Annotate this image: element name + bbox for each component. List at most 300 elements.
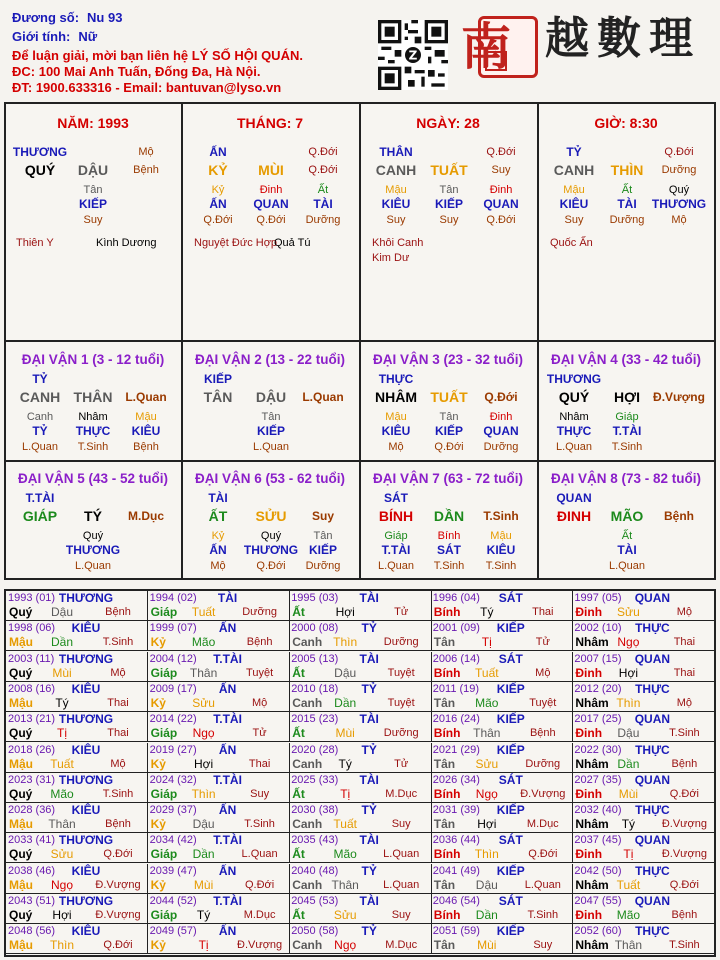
dai-van-cell: Nhâm: [78, 411, 108, 423]
dai-van-cell: Bính: [437, 530, 461, 542]
year-label: 2030 (38): [291, 804, 339, 817]
year-label: 2008 (16): [8, 682, 56, 695]
year-star: T.TÀI: [213, 772, 242, 787]
year-label: 2046 (54): [432, 895, 480, 907]
year-stem: Kỷ: [150, 695, 166, 710]
year-cell: [148, 652, 290, 682]
year-stem: Ất: [292, 908, 305, 922]
year-branch: Thìn: [49, 938, 75, 953]
year-stem: Tân: [433, 817, 456, 832]
year-star: TỶ: [361, 621, 377, 636]
year-stem: Quý: [9, 726, 33, 741]
year-label: 2007 (15): [574, 652, 622, 665]
dai-van-cell: Suy: [311, 509, 335, 523]
year-cell: [148, 591, 290, 621]
seal-character: 南: [461, 17, 511, 76]
dai-van-cell: ẤN: [209, 543, 227, 557]
dai-van-cell: Mộ: [388, 441, 404, 453]
year-branch: Mão: [50, 786, 74, 801]
year-label: 1993 (01): [8, 592, 56, 604]
year-label: 2043 (51): [8, 895, 56, 907]
year-stem: Canh: [292, 695, 323, 710]
year-phase: L.Quan: [383, 878, 420, 891]
year-cell: [6, 803, 148, 833]
pillar-cell: KIẾP: [434, 197, 464, 211]
year-cell: [431, 803, 573, 833]
year-branch: Ngọ: [50, 877, 74, 892]
year-cell: [6, 773, 148, 803]
dai-van-cell: BÍNH: [378, 508, 414, 524]
pillar-cell: Dưỡng: [305, 214, 341, 226]
pillar-title: THÁNG: 7: [236, 115, 304, 131]
year-stem: Kỷ: [150, 635, 166, 650]
year-stem: Quý: [9, 665, 33, 680]
dai-van-cell: L.Quan: [608, 560, 646, 572]
year-phase: T.Sinh: [669, 939, 700, 952]
dai-van-cell: TÝ: [84, 508, 102, 524]
dai-van-cell: Mậu: [385, 411, 407, 423]
year-label: 2029 (37): [149, 804, 197, 817]
year-stem: Kỷ: [150, 877, 166, 892]
year-stem: Ất: [292, 665, 305, 680]
year-stem: Bính: [433, 665, 461, 680]
year-phase: Thai: [107, 696, 129, 709]
dai-van-cell: Đ.Vượng: [653, 390, 705, 404]
pillar-cell: TỶ: [566, 145, 582, 159]
year-cell: [289, 682, 431, 712]
year-cell: [572, 894, 714, 924]
year-stem: Canh: [292, 938, 323, 953]
year-phase: Đ.Vượng: [661, 848, 707, 861]
year-stem: Giáp: [150, 908, 178, 922]
year-label: 2017 (25): [574, 713, 622, 726]
year-branch: Tý: [480, 605, 494, 619]
year-cell: [148, 833, 290, 863]
year-branch: Mão: [475, 695, 499, 710]
year-branch: Mão: [191, 635, 216, 650]
year-star: QUAN: [634, 833, 671, 848]
pillar-cell: QUÝ: [24, 162, 56, 178]
year-star: QUAN: [634, 712, 671, 727]
year-label: 2002 (10): [574, 622, 622, 635]
year-star: ẤN: [218, 621, 237, 636]
dai-van-cell: NHÂM: [375, 389, 417, 405]
dai-van-cell: L.Quan: [74, 560, 112, 572]
dai-van-cell: CANH: [19, 389, 61, 405]
year-star: THƯƠNG: [58, 712, 114, 727]
year-star: TÀI: [217, 591, 238, 605]
year-star: TỶ: [361, 681, 377, 696]
year-stem: Ất: [292, 847, 305, 862]
year-phase: Q.Đới: [669, 878, 699, 891]
year-branch: Dậu: [50, 605, 74, 619]
year-label: 2026 (34): [432, 773, 480, 786]
year-cell: [431, 712, 573, 742]
pillar-cell: Suy: [386, 214, 406, 226]
year-label: 2004 (12): [149, 652, 197, 665]
subject-line: [12, 10, 122, 26]
dai-van-cell: SÁT: [437, 543, 461, 557]
year-phase: Mộ: [676, 606, 693, 618]
year-branch: Tị: [340, 786, 351, 801]
year-branch: Dần: [475, 908, 498, 922]
year-cell: [6, 894, 148, 924]
dai-van-cell: L.Quan: [555, 441, 593, 453]
pillar-cell: THƯƠNG: [651, 197, 707, 211]
year-stem: Kỷ: [150, 938, 166, 953]
year-cell: [289, 743, 431, 773]
year-stem: Giáp: [150, 786, 178, 801]
year-stem: Canh: [292, 817, 323, 832]
year-label: 2019 (27): [149, 743, 197, 756]
year-phase: Mộ: [110, 757, 126, 770]
dai-van-cell: QUÝ: [558, 389, 590, 405]
year-star: KIẾP: [496, 924, 525, 939]
year-cell: [572, 864, 714, 894]
dai-van-cell: KIÊU: [381, 424, 411, 438]
year-label: 2032 (40): [574, 804, 622, 817]
year-cell: [431, 924, 573, 954]
year-branch: Tý: [196, 908, 211, 922]
year-phase: Dưỡng: [242, 606, 277, 618]
pillar-cell: Đinh: [259, 184, 283, 196]
year-branch: Tuất: [616, 877, 641, 892]
year-label: 2039 (47): [149, 864, 197, 877]
year-label: 2016 (24): [432, 713, 480, 726]
dai-van-cell: T.Sinh: [485, 560, 517, 572]
year-phase: Mộ: [676, 696, 693, 709]
year-phase: M.Dục: [385, 939, 418, 952]
year-stem: Đinh: [575, 726, 603, 741]
year-phase: M.Dục: [385, 787, 418, 800]
dai-van-cell: Q.Đới: [434, 441, 464, 453]
dai-van-cell: Tân: [439, 411, 459, 423]
pillar-cell: TUẤT: [430, 162, 468, 178]
year-phase: Thai: [107, 727, 129, 740]
dai-van-cell: Mộ: [210, 560, 226, 572]
year-stem: Giáp: [150, 665, 178, 680]
dai-van-cell: KIẾP: [256, 424, 286, 438]
year-phase: Tử: [394, 757, 409, 770]
year-cell: [431, 652, 573, 682]
year-branch: Thìn: [474, 847, 499, 862]
year-star: ẤN: [218, 924, 237, 939]
dai-van-cell: Giáp: [615, 411, 639, 423]
year-branch: Dần: [192, 847, 215, 862]
header: [0, 0, 720, 100]
year-stem: Ất: [292, 726, 305, 741]
pillar-cell: Bệnh: [133, 164, 159, 176]
year-branch: Thân: [189, 665, 218, 680]
year-label: 2037 (45): [574, 834, 622, 847]
dai-van-cell: Quý: [260, 530, 282, 542]
pillar-cell: QUAN: [253, 197, 289, 211]
pillar-star: Kình Dương: [96, 237, 157, 249]
year-cell: [148, 743, 290, 773]
year-label: 2041 (49): [432, 864, 480, 877]
pillar-cell: THƯƠNG: [12, 145, 68, 159]
year-star: SÁT: [498, 772, 523, 787]
year-stem: Mậu: [9, 635, 33, 650]
dai-van-cell: KIÊU: [131, 424, 161, 438]
dai-van-cell: Ất: [621, 530, 633, 542]
year-phase: Thai: [673, 636, 696, 649]
pillar-cell: Suy: [439, 214, 459, 226]
year-cell: [148, 712, 290, 742]
year-label: 2040 (48): [291, 864, 339, 877]
year-star: KIẾP: [496, 712, 525, 727]
subject-label: Đương số:: [12, 10, 80, 25]
dai-van-cell: M.Dục: [128, 509, 164, 523]
year-branch: Ngọ: [475, 786, 498, 801]
year-label: 2027 (35): [574, 773, 622, 786]
year-star: KIẾP: [496, 742, 525, 757]
pillar-cell: TÀI: [617, 197, 637, 211]
year-phase: Tuyệt: [387, 696, 415, 709]
dai-van-cell: GIÁP: [22, 508, 58, 524]
year-label: 2021 (29): [432, 743, 480, 756]
year-stem: Canh: [292, 635, 323, 650]
year-stem: Đinh: [575, 665, 603, 680]
year-label: 2001 (09): [432, 622, 480, 635]
year-label: 2024 (32): [149, 773, 197, 786]
year-stem: Giáp: [150, 847, 178, 862]
gender-value: Nữ: [78, 29, 98, 44]
year-cell: [148, 864, 290, 894]
year-cell: [289, 864, 431, 894]
year-label: 1999 (07): [149, 622, 197, 635]
pillar-cell: KIÊU: [559, 197, 589, 211]
year-star: SÁT: [498, 591, 523, 605]
year-label: 2049 (57): [149, 925, 197, 938]
year-star: KIÊU: [71, 863, 101, 878]
dai-van-cell: Q.Đới: [484, 390, 518, 404]
dai-van-cell: T.Sinh: [77, 441, 109, 453]
dai-van-cell: TÀI: [617, 543, 637, 557]
dai-van-cell: TỶ: [32, 424, 48, 438]
year-star: T.TÀI: [213, 712, 242, 727]
year-stem: Mậu: [9, 938, 33, 953]
year-stem: Đinh: [575, 908, 603, 922]
year-stem: Đinh: [575, 847, 603, 862]
year-label: 1996 (04): [432, 592, 480, 604]
year-label: 2044 (52): [149, 895, 197, 907]
dai-van-cell: Tân: [261, 411, 281, 423]
year-branch: Tuất: [191, 605, 216, 619]
year-star: TỶ: [361, 803, 377, 818]
year-branch: Hợi: [335, 605, 355, 619]
brand-logo: 越數理: [545, 13, 701, 64]
year-stem: Ất: [292, 605, 305, 619]
dai-van-cell: T.Sinh: [483, 509, 519, 523]
dai-van-cell: SÁT: [384, 491, 408, 505]
pillar-cell: Mộ: [671, 214, 687, 226]
dai-van-cell: T.Sinh: [611, 441, 643, 453]
year-stem: Tân: [433, 877, 456, 892]
year-cell: [289, 773, 431, 803]
year-stem: Bính: [433, 605, 461, 619]
year-stem: Mậu: [9, 756, 33, 771]
year-star: ẤN: [218, 742, 237, 757]
year-branch: Tý: [55, 695, 69, 710]
pillar-star: Khôi Canh: [372, 237, 424, 249]
pillar-cell: Q.Đới: [486, 146, 516, 158]
year-label: 2015 (23): [291, 713, 339, 726]
year-cell: [6, 833, 148, 863]
dai-van-cell: THƯƠNG: [243, 543, 299, 557]
year-stem: Giáp: [150, 605, 178, 619]
year-stem: Bính: [433, 726, 461, 741]
year-phase: Tuyệt: [529, 696, 557, 709]
dai-van-cell: Quý: [82, 530, 104, 542]
year-stem: Tân: [433, 635, 456, 650]
pillar-star: Thiên Y: [16, 237, 54, 249]
dai-van-cell: THƯƠNG: [65, 543, 121, 557]
dai-van-cell: L.Quan: [21, 441, 59, 453]
year-cell: [289, 591, 431, 621]
year-cell: [431, 894, 573, 924]
year-stem: Tân: [433, 695, 456, 710]
year-cell: [572, 652, 714, 682]
year-branch: Mão: [616, 908, 641, 922]
dai-van-cell: Tân: [313, 530, 333, 542]
year-branch: Sửu: [192, 695, 215, 710]
pillar-cell: Q.Đới: [486, 214, 516, 226]
year-stem: Giáp: [150, 726, 178, 741]
year-branch: Tý: [338, 756, 352, 771]
pillar-cell: Suy: [83, 214, 103, 226]
year-cell: [148, 682, 290, 712]
dai-van-cell: Bệnh: [664, 509, 694, 523]
qr-code-icon: [378, 20, 448, 90]
year-star: KIẾP: [496, 863, 525, 878]
pillar-cell: Mậu: [563, 184, 585, 196]
pillar-cell: QUAN: [483, 197, 519, 211]
year-cell: [6, 682, 148, 712]
year-label: 1997 (05): [574, 592, 622, 604]
pillar-cell: Suy: [491, 164, 511, 176]
pillar-cell: Q.Đới: [203, 214, 233, 226]
year-phase: T.Sinh: [669, 727, 700, 740]
year-branch: Sửu: [50, 847, 74, 862]
year-phase: Q.Đới: [103, 848, 133, 861]
year-branch: Mùi: [335, 726, 355, 741]
year-stem: Ất: [292, 786, 305, 801]
year-label: 2012 (20): [574, 682, 622, 695]
year-branch: Mùi: [52, 665, 72, 680]
year-phase: Bệnh: [671, 909, 698, 921]
year-cell: [431, 743, 573, 773]
pillar-title: NĂM: 1993: [57, 115, 129, 131]
pillar-star: Quả Tú: [274, 237, 311, 249]
year-branch: Thân: [473, 726, 501, 741]
year-label: 2035 (43): [291, 834, 339, 847]
year-stem: Mậu: [9, 877, 33, 892]
year-branch: Thìn: [191, 786, 216, 801]
dai-van-cell: L.Quan: [252, 441, 290, 453]
dai-van-cell: Dưỡng: [483, 441, 519, 453]
year-phase: Bệnh: [105, 818, 131, 831]
year-label: 2028 (36): [8, 804, 56, 817]
year-label: 2045 (53): [291, 895, 339, 907]
year-cell: [572, 591, 714, 621]
year-stem: Mậu: [9, 695, 33, 710]
year-phase: Thai: [248, 757, 271, 770]
year-star: THƯƠNG: [58, 772, 114, 787]
dai-van-cell: KIẾP: [203, 372, 233, 386]
year-branch: Thân: [331, 877, 359, 892]
year-phase: Suy: [533, 939, 553, 952]
year-label: 2010 (18): [291, 682, 339, 695]
year-cell: [148, 803, 290, 833]
year-star: KIẾP: [496, 803, 525, 818]
year-label: 2036 (44): [432, 834, 480, 847]
year-branch: Ngọ: [617, 635, 640, 650]
year-phase: Bệnh: [105, 606, 131, 618]
pillar-cell: KIẾP: [78, 197, 108, 211]
year-stem: Canh: [292, 877, 323, 892]
dai-van-cell: Q.Đới: [256, 560, 286, 572]
year-star: T.TÀI: [213, 833, 242, 848]
year-star: THỰC: [635, 803, 670, 818]
dai-van-title: ĐẠI VẬN 2 (13 - 22 tuổi): [194, 352, 346, 367]
year-branch: Mùi: [193, 877, 214, 892]
year-phase: T.Sinh: [102, 787, 134, 800]
year-label: 2018 (26): [8, 743, 56, 756]
year-phase: T.Sinh: [102, 636, 134, 649]
year-branch: Dậu: [192, 817, 215, 832]
year-cell: [6, 864, 148, 894]
pillar-cell: DẬU: [77, 162, 109, 178]
year-cell: [431, 682, 573, 712]
year-cell: [572, 743, 714, 773]
year-branch: Ngọ: [192, 726, 215, 741]
address-line: ĐC: 100 Mai Anh Tuấn, Đống Đa, Hà Nội.: [12, 64, 261, 79]
year-star: ẤN: [218, 803, 237, 818]
year-stem: Kỷ: [150, 756, 166, 771]
dai-van-cell: DẬU: [255, 389, 287, 405]
year-label: 2031 (39): [432, 804, 480, 817]
year-phase: Bệnh: [671, 757, 698, 770]
year-cell: [572, 803, 714, 833]
year-stem: Mậu: [9, 817, 33, 832]
dai-van-cell: SỬU: [255, 508, 287, 524]
year-branch: Dậu: [617, 726, 640, 741]
year-phase: Đ.Vượng: [661, 818, 707, 831]
year-branch: Dần: [334, 695, 357, 710]
year-phase: Tuyệt: [246, 666, 274, 679]
year-phase: Suy: [391, 909, 411, 921]
year-branch: Hợi: [193, 756, 214, 771]
dai-van-cell: MÃO: [610, 508, 644, 524]
dai-van-title: ĐẠI VẬN 6 (53 - 62 tuổi): [194, 471, 346, 486]
dai-van-cell: DẦN: [433, 508, 465, 524]
year-star: TÀI: [359, 772, 379, 787]
year-branch: Hợi: [52, 908, 72, 922]
year-cell: [289, 924, 431, 954]
year-star: TỶ: [361, 924, 377, 939]
year-cell: [572, 924, 714, 954]
year-branch: Dần: [50, 635, 74, 650]
pillar-star: Quốc Ấn: [550, 237, 593, 249]
dai-van-cell: THỰC: [556, 424, 592, 438]
pillar-cell: KIÊU: [381, 197, 411, 211]
year-label: 2050 (58): [291, 925, 339, 938]
pillar-cell: THÂN: [379, 145, 413, 159]
year-cell: [6, 652, 148, 682]
year-branch: Tị: [198, 938, 209, 953]
year-star: ẤN: [218, 863, 237, 878]
